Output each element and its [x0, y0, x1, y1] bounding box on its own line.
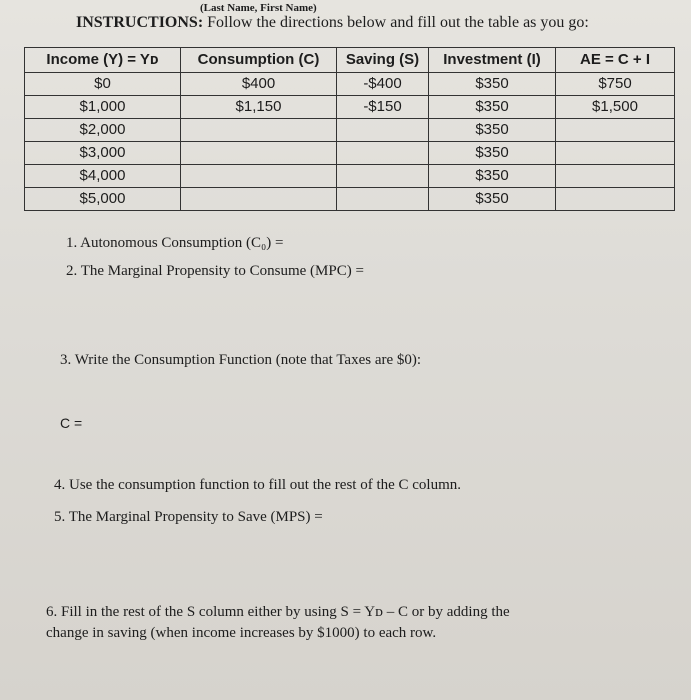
cell-consumption [181, 142, 337, 165]
header-consumption: Consumption (C) [181, 48, 337, 73]
cell-saving [337, 119, 429, 142]
cell-income: $2,000 [25, 119, 181, 142]
cell-investment: $350 [429, 142, 556, 165]
cell-saving [337, 165, 429, 188]
cell-saving [337, 188, 429, 211]
cell-ae [556, 165, 675, 188]
cell-income: $0 [25, 73, 181, 96]
cell-income: $3,000 [25, 142, 181, 165]
question-2: 2. The Marginal Propensity to Consume (MPC) = [66, 263, 364, 279]
instructions-text: Follow the directions below and fill out the table as you go: [203, 14, 589, 31]
cell-ae: $1,500 [556, 96, 675, 119]
cell-ae [556, 119, 675, 142]
cell-investment: $350 [429, 165, 556, 188]
consumption-function-label: C = [60, 415, 83, 431]
table-row [25, 142, 675, 165]
cell-consumption: $400 [181, 73, 337, 96]
cell-income: $4,000 [25, 165, 181, 188]
cell-income: $1,000 [25, 96, 181, 119]
cell-investment: $350 [429, 188, 556, 211]
question-6-line-2: change in saving (when income increases by $1000) to each row. [46, 625, 437, 641]
cell-investment: $350 [429, 119, 556, 142]
header-income: Income (Y) = Yᴅ [25, 48, 181, 73]
cell-investment: $350 [429, 73, 556, 96]
cell-ae [556, 188, 675, 211]
header-saving: Saving (S) [337, 48, 429, 73]
table-row [25, 165, 675, 188]
cell-ae [556, 142, 675, 165]
cell-saving: -$400 [337, 73, 429, 96]
instructions [76, 14, 589, 32]
cell-saving: -$150 [337, 96, 429, 119]
cell-income: $5,000 [25, 188, 181, 211]
question-1: 1. Autonomous Consumption (C₀) = [66, 235, 284, 251]
question-6-line-1: 6. Fill in the rest of the S column either by using S = Yᴅ – C or by adding the [46, 604, 510, 620]
question-5: 5. The Marginal Propensity to Save (MPS) = [54, 509, 323, 525]
cell-saving [337, 142, 429, 165]
question-4: 4. Use the consumption function to fill out the rest of the C column. [54, 477, 462, 493]
cell-consumption: $1,150 [181, 96, 337, 119]
table-row [25, 188, 675, 211]
worksheet-table [24, 47, 675, 211]
name-line: (Last Name, First Name) [200, 2, 317, 14]
table-row [25, 73, 675, 96]
question-3: 3. Write the Consumption Function (note that Taxes are $0): [60, 352, 422, 368]
cell-consumption [181, 188, 337, 211]
instructions-label: INSTRUCTIONS: [76, 14, 204, 31]
table-row [25, 119, 675, 142]
cell-ae: $750 [556, 73, 675, 96]
header-ae: AE = C + I [556, 48, 675, 73]
cell-investment: $350 [429, 96, 556, 119]
table-header-row [25, 48, 675, 73]
cell-consumption [181, 165, 337, 188]
header-investment: Investment (I) [429, 48, 556, 73]
cell-consumption [181, 119, 337, 142]
table-row [25, 96, 675, 119]
